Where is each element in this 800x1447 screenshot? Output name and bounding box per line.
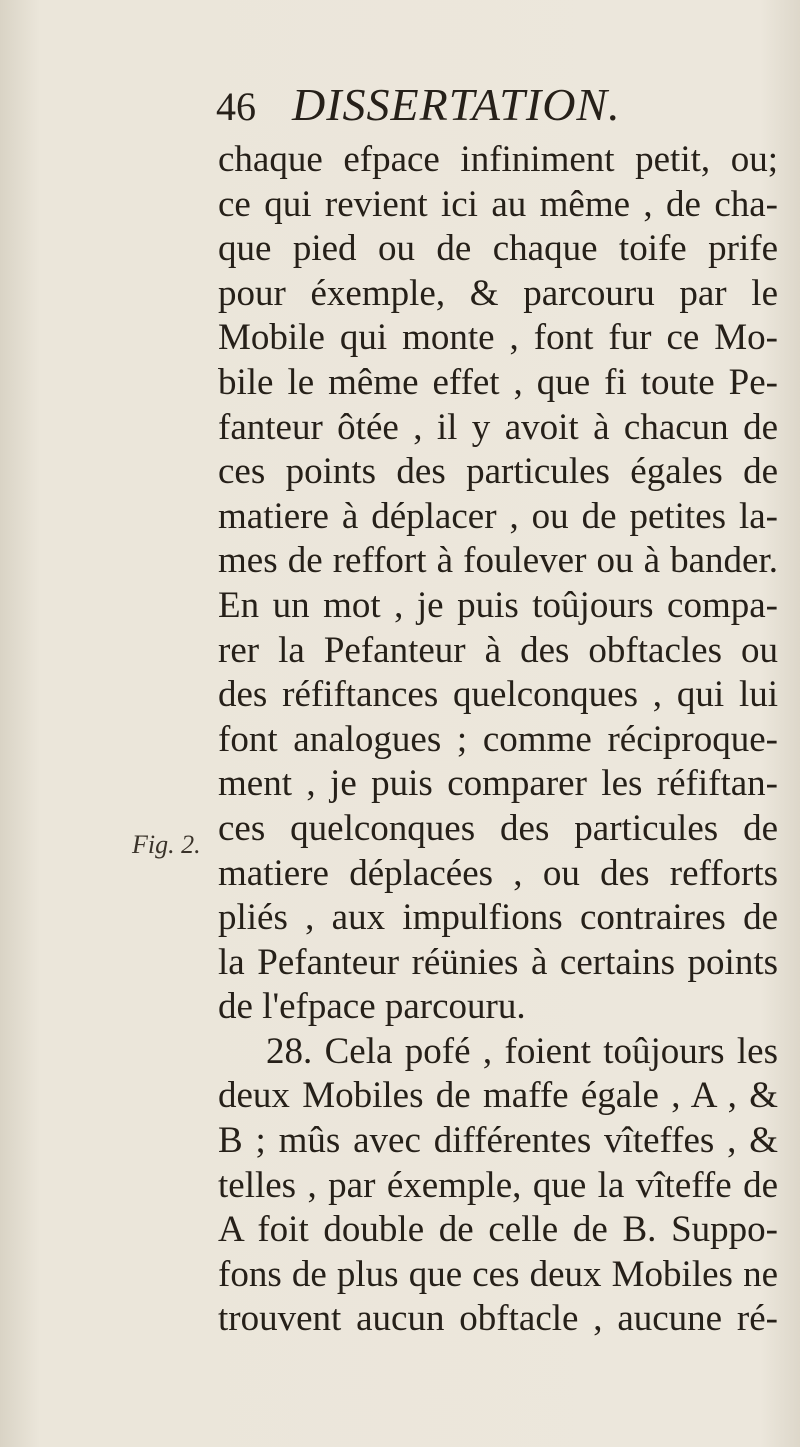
text-line: telles , par éxemple, que la vîteffe de bbox=[218, 1164, 778, 1206]
body-text bbox=[218, 138, 778, 1342]
text-line: A foit double de celle de B. Suppo- bbox=[218, 1209, 778, 1251]
text-line: Mobile qui monte , font fur ce Mo- bbox=[218, 317, 778, 359]
text-line: pour éxemple, & parcouru par le bbox=[218, 272, 778, 314]
text-line: ces quelconques des particules de bbox=[218, 807, 778, 849]
text-line: matiere à déplacer , ou de petites la- bbox=[218, 495, 778, 537]
text-line-paragraph-start: 28. Cela pofé , foient toûjours les bbox=[266, 1030, 778, 1072]
text-line: font analogues ; comme réciproque- bbox=[218, 718, 778, 760]
running-head: DISSERTATION. bbox=[292, 79, 621, 130]
text-line: chaque efpace infiniment petit, ou; bbox=[218, 139, 778, 180]
text-line: fanteur ôtée , il y avoit à chacun de bbox=[218, 406, 778, 448]
page-header bbox=[216, 78, 621, 142]
text-line: que pied ou de chaque toife prife bbox=[218, 228, 778, 270]
text-line: ce qui revient ici au même , de cha- bbox=[218, 183, 778, 225]
text-line: ment , je puis comparer les réfiftan- bbox=[218, 763, 778, 805]
text-line: fons de plus que ces deux Mobiles ne bbox=[218, 1253, 778, 1295]
text-line: En un mot , je puis toûjours compa- bbox=[218, 584, 778, 626]
text-line: rer la Pefanteur à des obftacles ou bbox=[218, 629, 778, 671]
text-line: matiere déplacées , ou des refforts bbox=[218, 852, 778, 894]
figure-margin-note: Fig. 2. bbox=[132, 830, 201, 859]
text-line: deux Mobiles de maffe égale , A , & bbox=[218, 1075, 778, 1117]
text-line: B ; mûs avec différentes vîteffes , & bbox=[218, 1120, 778, 1162]
text-line: bile le même effet , que fi toute Pe- bbox=[218, 361, 778, 403]
text-line-paragraph-end: de l'efpace parcouru. bbox=[218, 986, 526, 1028]
text-line: ces points des particules égales de bbox=[218, 451, 778, 493]
text-line: la Pefanteur réünies à certains points bbox=[218, 941, 778, 983]
text-line: mes de reffort à foulever ou à bander. bbox=[218, 540, 778, 582]
text-line: pliés , aux impulfions contraires de bbox=[218, 897, 778, 939]
page-number: 46 bbox=[216, 84, 256, 129]
text-line: des réfiftances quelconques , qui lui bbox=[218, 674, 778, 716]
text-line: trouvent aucun obftacle , aucune ré- bbox=[218, 1298, 778, 1340]
